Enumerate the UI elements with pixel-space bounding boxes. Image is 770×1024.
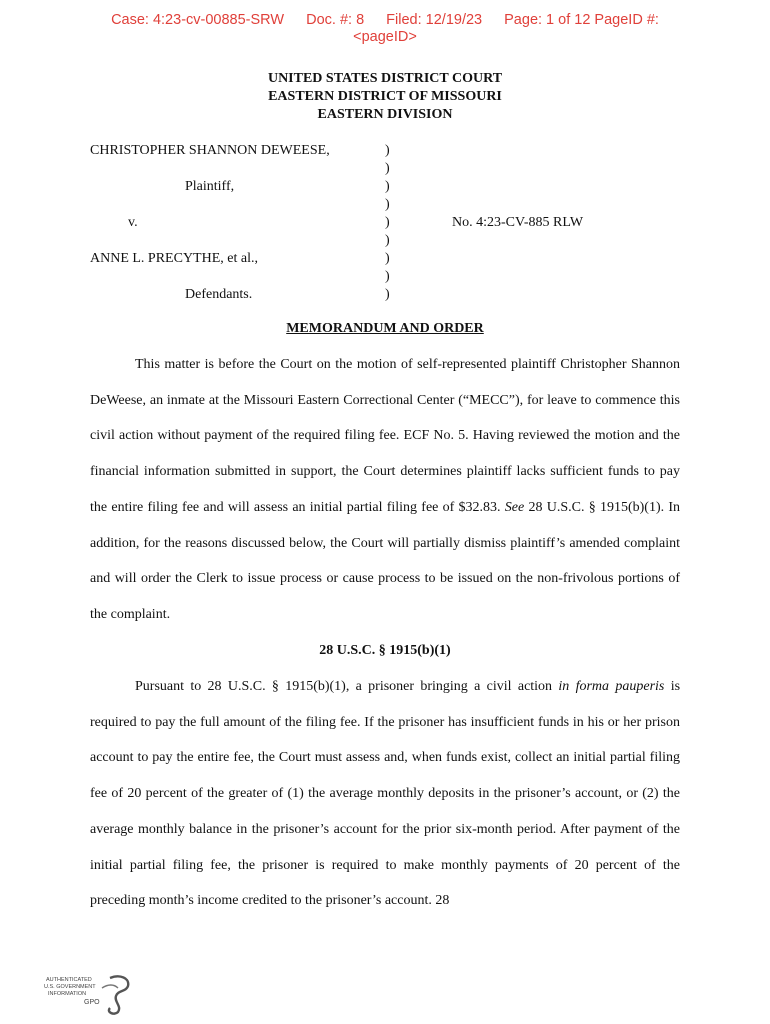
section-heading: 28 U.S.C. § 1915(b)(1) [319, 643, 451, 658]
in-forma-pauperis: in forma pauperis [558, 679, 665, 694]
svg-text:AUTHENTICATED: AUTHENTICATED [46, 977, 92, 983]
doc-number: Doc. #: 8 [306, 12, 365, 28]
gpo-authentication-seal [44, 972, 134, 1016]
page-info: Page: 1 of 12 PageID #: [504, 12, 659, 28]
page-id: <pageID> [353, 29, 417, 45]
plaintiff-name: CHRISTOPHER SHANNON DEWEESE, [90, 143, 330, 158]
case-caption [0, 142, 770, 302]
filed-date: Filed: 12/19/23 [386, 12, 483, 28]
svg-text:GPO: GPO [84, 999, 100, 1006]
case-number-caption: No. 4:23-CV-885 RLW [452, 215, 584, 230]
paragraph-fee-statute: Pursuant to 28 U.S.C. § 1915(b)(1), a prisoner bringing a civil action in forma pauperis is required to pay the full amount of the filing fee. If the prisoner has insufficient funds in his or her prison account to pay the entire fee, the Court must assess and, when funds exist, collect an initial partial filing fee of 20 percent of the greater of (1) the average monthly deposits in the prisoner’s account, or (2) the average monthly balance in the prisoner’s account for the prior six-month period. After payment of the initial partial filing fee, the prisoner is required to make monthly payments of 20 percent of the preceding month’s income credited to the prisoner’s account. 28 [90, 679, 681, 909]
document-title: MEMORANDUM AND ORDER [286, 321, 484, 336]
gpo-eagle-icon [44, 972, 134, 1016]
svg-text:INFORMATION: INFORMATION [48, 991, 87, 997]
court-line-2: EASTERN DISTRICT OF MISSOURI [268, 89, 502, 104]
caption-parentheses: ) ) ) ) ) ) ) ) ) [385, 143, 390, 302]
defendant-role: Defendants. [185, 287, 253, 302]
svg-text:U.S. GOVERNMENT: U.S. GOVERNMENT [44, 984, 96, 990]
court-heading [0, 70, 770, 124]
plaintiff-role: Plaintiff, [185, 179, 235, 194]
court-line-1: UNITED STATES DISTRICT COURT [267, 71, 503, 86]
versus-label: v. [128, 215, 138, 230]
court-line-3: EASTERN DIVISION [317, 107, 453, 122]
ecf-header-stamp [0, 12, 770, 46]
case-number: Case: 4:23-cv-00885-SRW [111, 12, 285, 28]
paragraph-intro: This matter is before the Court on the motion of self-represented plaintiff Christopher Shannon DeWeese, an inmate at the Missouri Eastern Correctional Center (“MECC”), for leave to commence this civil action without payment of the required filing fee. ECF No. 5. Having reviewed the motion and the financial information submitted in support, the Court determines plaintiff lacks sufficient funds to pay the entire filing fee and will assess an initial partial filing fee of $32.83. See 28 U.S.C. § 1915(b)(1). In addition, for the reasons discussed below, the Court will partially dismiss plaintiff’s amended complaint and will order the Clerk to issue process or cause process to be issued on the non-frivolous portions of the complaint. [90, 357, 681, 622]
defendant-name: ANNE L. PRECYTHE, et al., [90, 251, 258, 266]
see-signal: See [504, 499, 525, 515]
